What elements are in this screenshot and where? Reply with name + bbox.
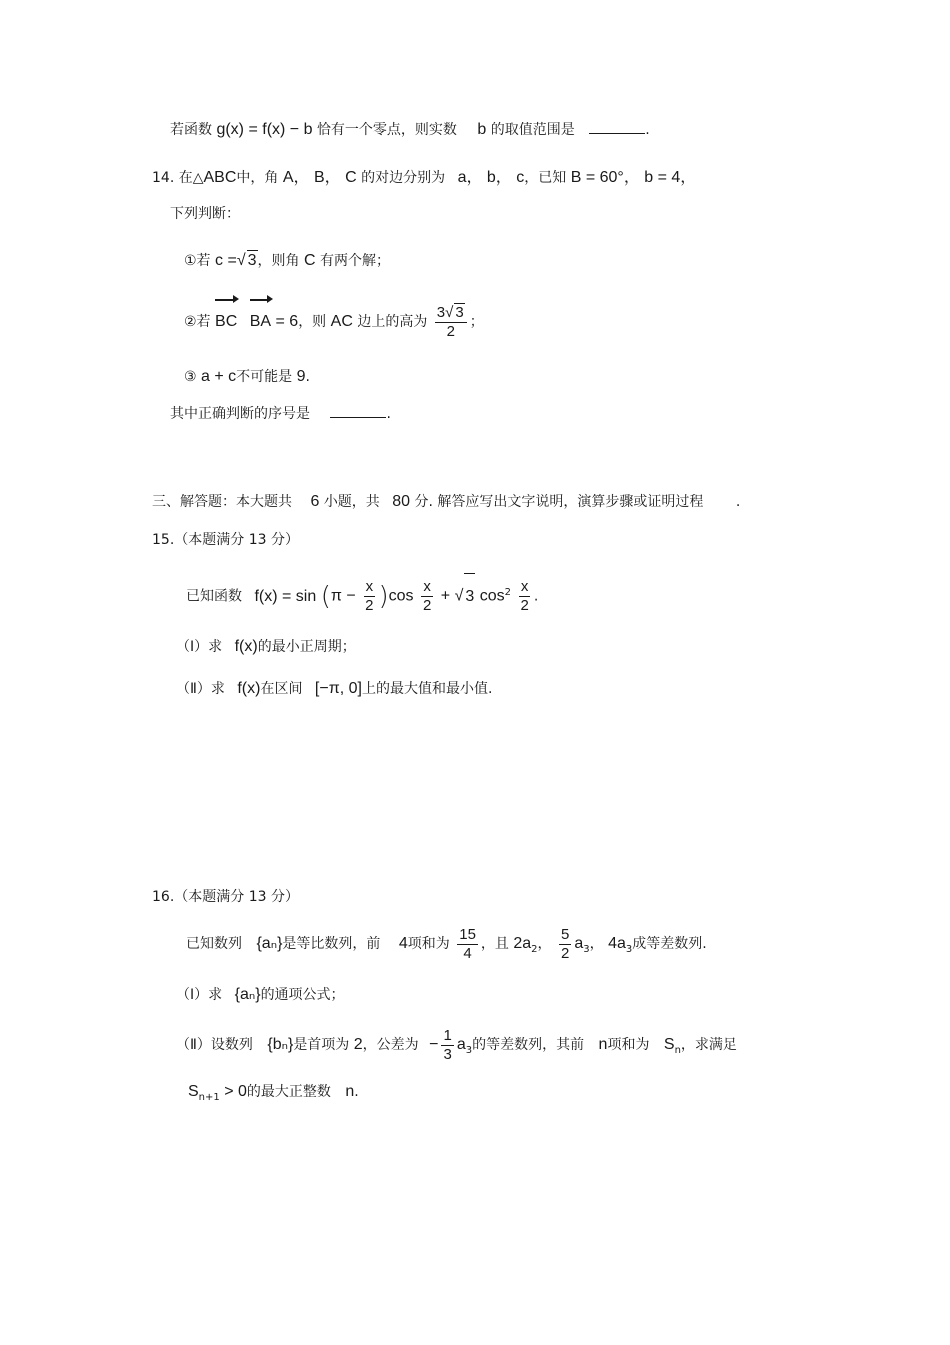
- question-number: 14.: [152, 170, 175, 186]
- text: ，已知: [524, 170, 567, 186]
- math-var: 6: [310, 493, 320, 510]
- q14-judgment-3: [184, 367, 310, 387]
- math-var: AC: [330, 313, 353, 330]
- math-expr: c =: [215, 252, 237, 269]
- text: 三、解答题：本大题共: [152, 494, 292, 510]
- q15-part-2: [176, 679, 492, 699]
- right-paren: ): [378, 581, 389, 612]
- math-var: A， B， C: [282, 169, 357, 186]
- text: 已知函数: [186, 588, 242, 605]
- fraction-15-over-4: [457, 926, 478, 963]
- text: 中，角: [236, 170, 279, 186]
- math-term: a: [456, 1036, 466, 1053]
- q14-judgment-2: [184, 302, 484, 342]
- fraction-5-over-2: [559, 926, 571, 963]
- text: 不可能是: [236, 369, 293, 385]
- math-var: b: [477, 121, 487, 138]
- math-var: 9: [296, 368, 306, 385]
- math-expr: g(x) = f(x) − b: [216, 121, 313, 138]
- q15-header: 15.（本题满分 13 分）: [152, 532, 299, 548]
- text: ，求满足: [680, 1037, 737, 1053]
- text: 的最小正周期；: [257, 639, 356, 655]
- math-expr: +: [440, 587, 451, 605]
- text: ，则: [298, 314, 327, 330]
- text: 有两个解；: [319, 253, 390, 269]
- subscript: 3: [465, 1044, 473, 1056]
- denominator: 2: [446, 323, 455, 340]
- text: ①若: [184, 253, 211, 269]
- math-var: 4: [398, 935, 408, 952]
- vector-bc: BC: [215, 302, 237, 342]
- q15-function: 已知函数 f(x) = sin (π − $\frac{x}{2}$ )cos $\frac{x}{2}$ + √ 3 $\cos^2$ $\frac{x}{2}$ .: [186, 570, 538, 620]
- numerator: 1: [443, 1026, 452, 1044]
- text: ②若: [184, 314, 211, 330]
- text: ，且: [480, 936, 509, 952]
- answer-blank[interactable]: [330, 405, 386, 418]
- fraction-x-over-2: [421, 578, 433, 615]
- text: 项和为: [607, 1037, 650, 1053]
- text: 若函数: [170, 122, 212, 138]
- subscript: 2: [531, 943, 538, 955]
- text: 小题，共: [323, 494, 380, 510]
- math-expr: f(x): [237, 680, 261, 697]
- numerator: x: [365, 578, 374, 596]
- vector-ba: BA: [250, 302, 271, 342]
- text: 边上的高为: [357, 314, 428, 330]
- subscript: n: [674, 1044, 681, 1056]
- math-expr: > 0: [224, 1083, 247, 1100]
- text: 恰有一个零点，则实数: [316, 122, 457, 138]
- numerator: x: [423, 578, 431, 596]
- text: 3: [436, 304, 446, 321]
- answer-blank[interactable]: [589, 121, 645, 134]
- text: .: [354, 1084, 359, 1100]
- q16-part-1: [176, 985, 345, 1005]
- math-var: n: [598, 1036, 608, 1053]
- math-seq: {bₙ}: [267, 1036, 294, 1053]
- math-term: 2a: [513, 935, 532, 952]
- math-term: a: [574, 935, 584, 952]
- math-term: 4a: [608, 935, 626, 952]
- math-expr: = 6: [275, 313, 299, 330]
- denominator: 2: [423, 597, 432, 615]
- subscript: 3: [625, 943, 633, 955]
- text: 成等差数列.: [632, 936, 707, 952]
- math-expr: cos: [479, 587, 505, 605]
- q16-part-2-cont: [188, 1082, 359, 1108]
- text: ，则角: [257, 253, 300, 269]
- q16-part-2: [176, 1024, 737, 1072]
- math-term: S: [663, 1036, 675, 1053]
- math-var: C: [303, 252, 316, 269]
- math-expr: −: [429, 1036, 439, 1053]
- q14-stem: [152, 168, 696, 188]
- text: 项和为: [407, 936, 450, 952]
- text: ，公差为: [362, 1037, 419, 1053]
- section-3-heading: [152, 492, 740, 512]
- sqrt-radicand: 3: [455, 304, 464, 321]
- text: 上的最大值和最小值.: [361, 681, 493, 697]
- denominator: 2: [520, 597, 529, 615]
- text: 下列判断：: [170, 206, 240, 222]
- math-var: a， b， c: [457, 169, 525, 186]
- math-var: 80: [392, 493, 411, 510]
- math-expr: f(x): [234, 638, 258, 655]
- text: .: [533, 588, 539, 605]
- math-var: 2: [353, 1036, 363, 1053]
- q14-judgment-1: ①若 c =√ 3，则角 C 有两个解；: [184, 252, 390, 269]
- q15-part-1: [176, 637, 356, 657]
- q16-header: 16.（本题满分 13 分）: [152, 889, 299, 905]
- text: .: [386, 406, 391, 422]
- text: 其中正确判断的序号是: [170, 406, 310, 422]
- fraction-x-over-2: [363, 578, 375, 615]
- numerator: x: [520, 578, 529, 596]
- math-seq: {aₙ}: [234, 986, 261, 1003]
- numerator: 15: [459, 925, 476, 943]
- text: 在区间: [260, 681, 303, 697]
- text: 的最大正整数: [246, 1084, 331, 1100]
- math-seq: {aₙ}: [256, 935, 283, 952]
- q16-stem: 已知数列 {aₙ}是等比数列，前 4项和为 $\frac{15}{4}$ ，且 $2a_2$， $\frac{5}{2}$ $a_3$， $4a_3$成等差数列.: [186, 925, 707, 962]
- text: .: [645, 122, 650, 138]
- text: 的通项公式；: [260, 987, 345, 1003]
- text: 是等比数列，前: [282, 936, 381, 952]
- text: 分. 解答应写出文字说明，演算步骤或证明过程: [414, 494, 704, 510]
- text: 的取值范围是: [490, 122, 575, 138]
- text: 的等差数列，其前: [472, 1037, 585, 1053]
- math-var: n: [345, 1083, 355, 1100]
- exponent: 2: [504, 587, 512, 598]
- subscript: 3: [583, 943, 590, 955]
- math-expr: f(x) = sin: [254, 587, 317, 605]
- q14-answer-line: [170, 404, 391, 424]
- text: 在△: [178, 170, 204, 186]
- text: .: [735, 494, 741, 510]
- math-expr: cos: [388, 587, 414, 605]
- part-label: （Ⅱ）求: [176, 681, 225, 697]
- denominator: 2: [561, 944, 570, 962]
- fraction-3root3-over-2: $\frac{3√ 3}{2}$: [435, 303, 467, 341]
- math-expr: π −: [330, 587, 356, 605]
- text: .: [305, 369, 310, 385]
- math-var: ABC: [203, 169, 237, 186]
- q13-line: [170, 120, 650, 140]
- subscript: n+1: [198, 1091, 220, 1103]
- math-expr: a + c: [201, 368, 237, 385]
- math-term: S: [188, 1083, 199, 1100]
- text: 的对边分别为: [361, 170, 446, 186]
- sqrt-radicand: 3: [247, 252, 257, 269]
- text: ③: [184, 369, 197, 385]
- denominator: 3: [443, 1045, 452, 1063]
- text: 已知数列: [186, 936, 242, 952]
- fraction-1-over-3: [441, 1027, 453, 1064]
- numerator: 5: [561, 925, 570, 943]
- part-label: （Ⅰ）求: [176, 987, 223, 1003]
- text: 是首项为: [293, 1037, 350, 1053]
- part-label: （Ⅱ）设数列: [176, 1037, 253, 1053]
- math-expr: B = 60°， b = 4，: [570, 169, 697, 186]
- left-paren: (: [320, 581, 331, 612]
- text: ；: [469, 314, 484, 330]
- math-interval: [−π, 0]: [314, 680, 362, 697]
- sqrt-radicand: 3: [464, 573, 475, 620]
- denominator: 4: [463, 944, 472, 962]
- fraction-x-over-2: [518, 578, 530, 615]
- denominator: 2: [365, 597, 374, 615]
- part-label: （Ⅰ）求: [176, 639, 223, 655]
